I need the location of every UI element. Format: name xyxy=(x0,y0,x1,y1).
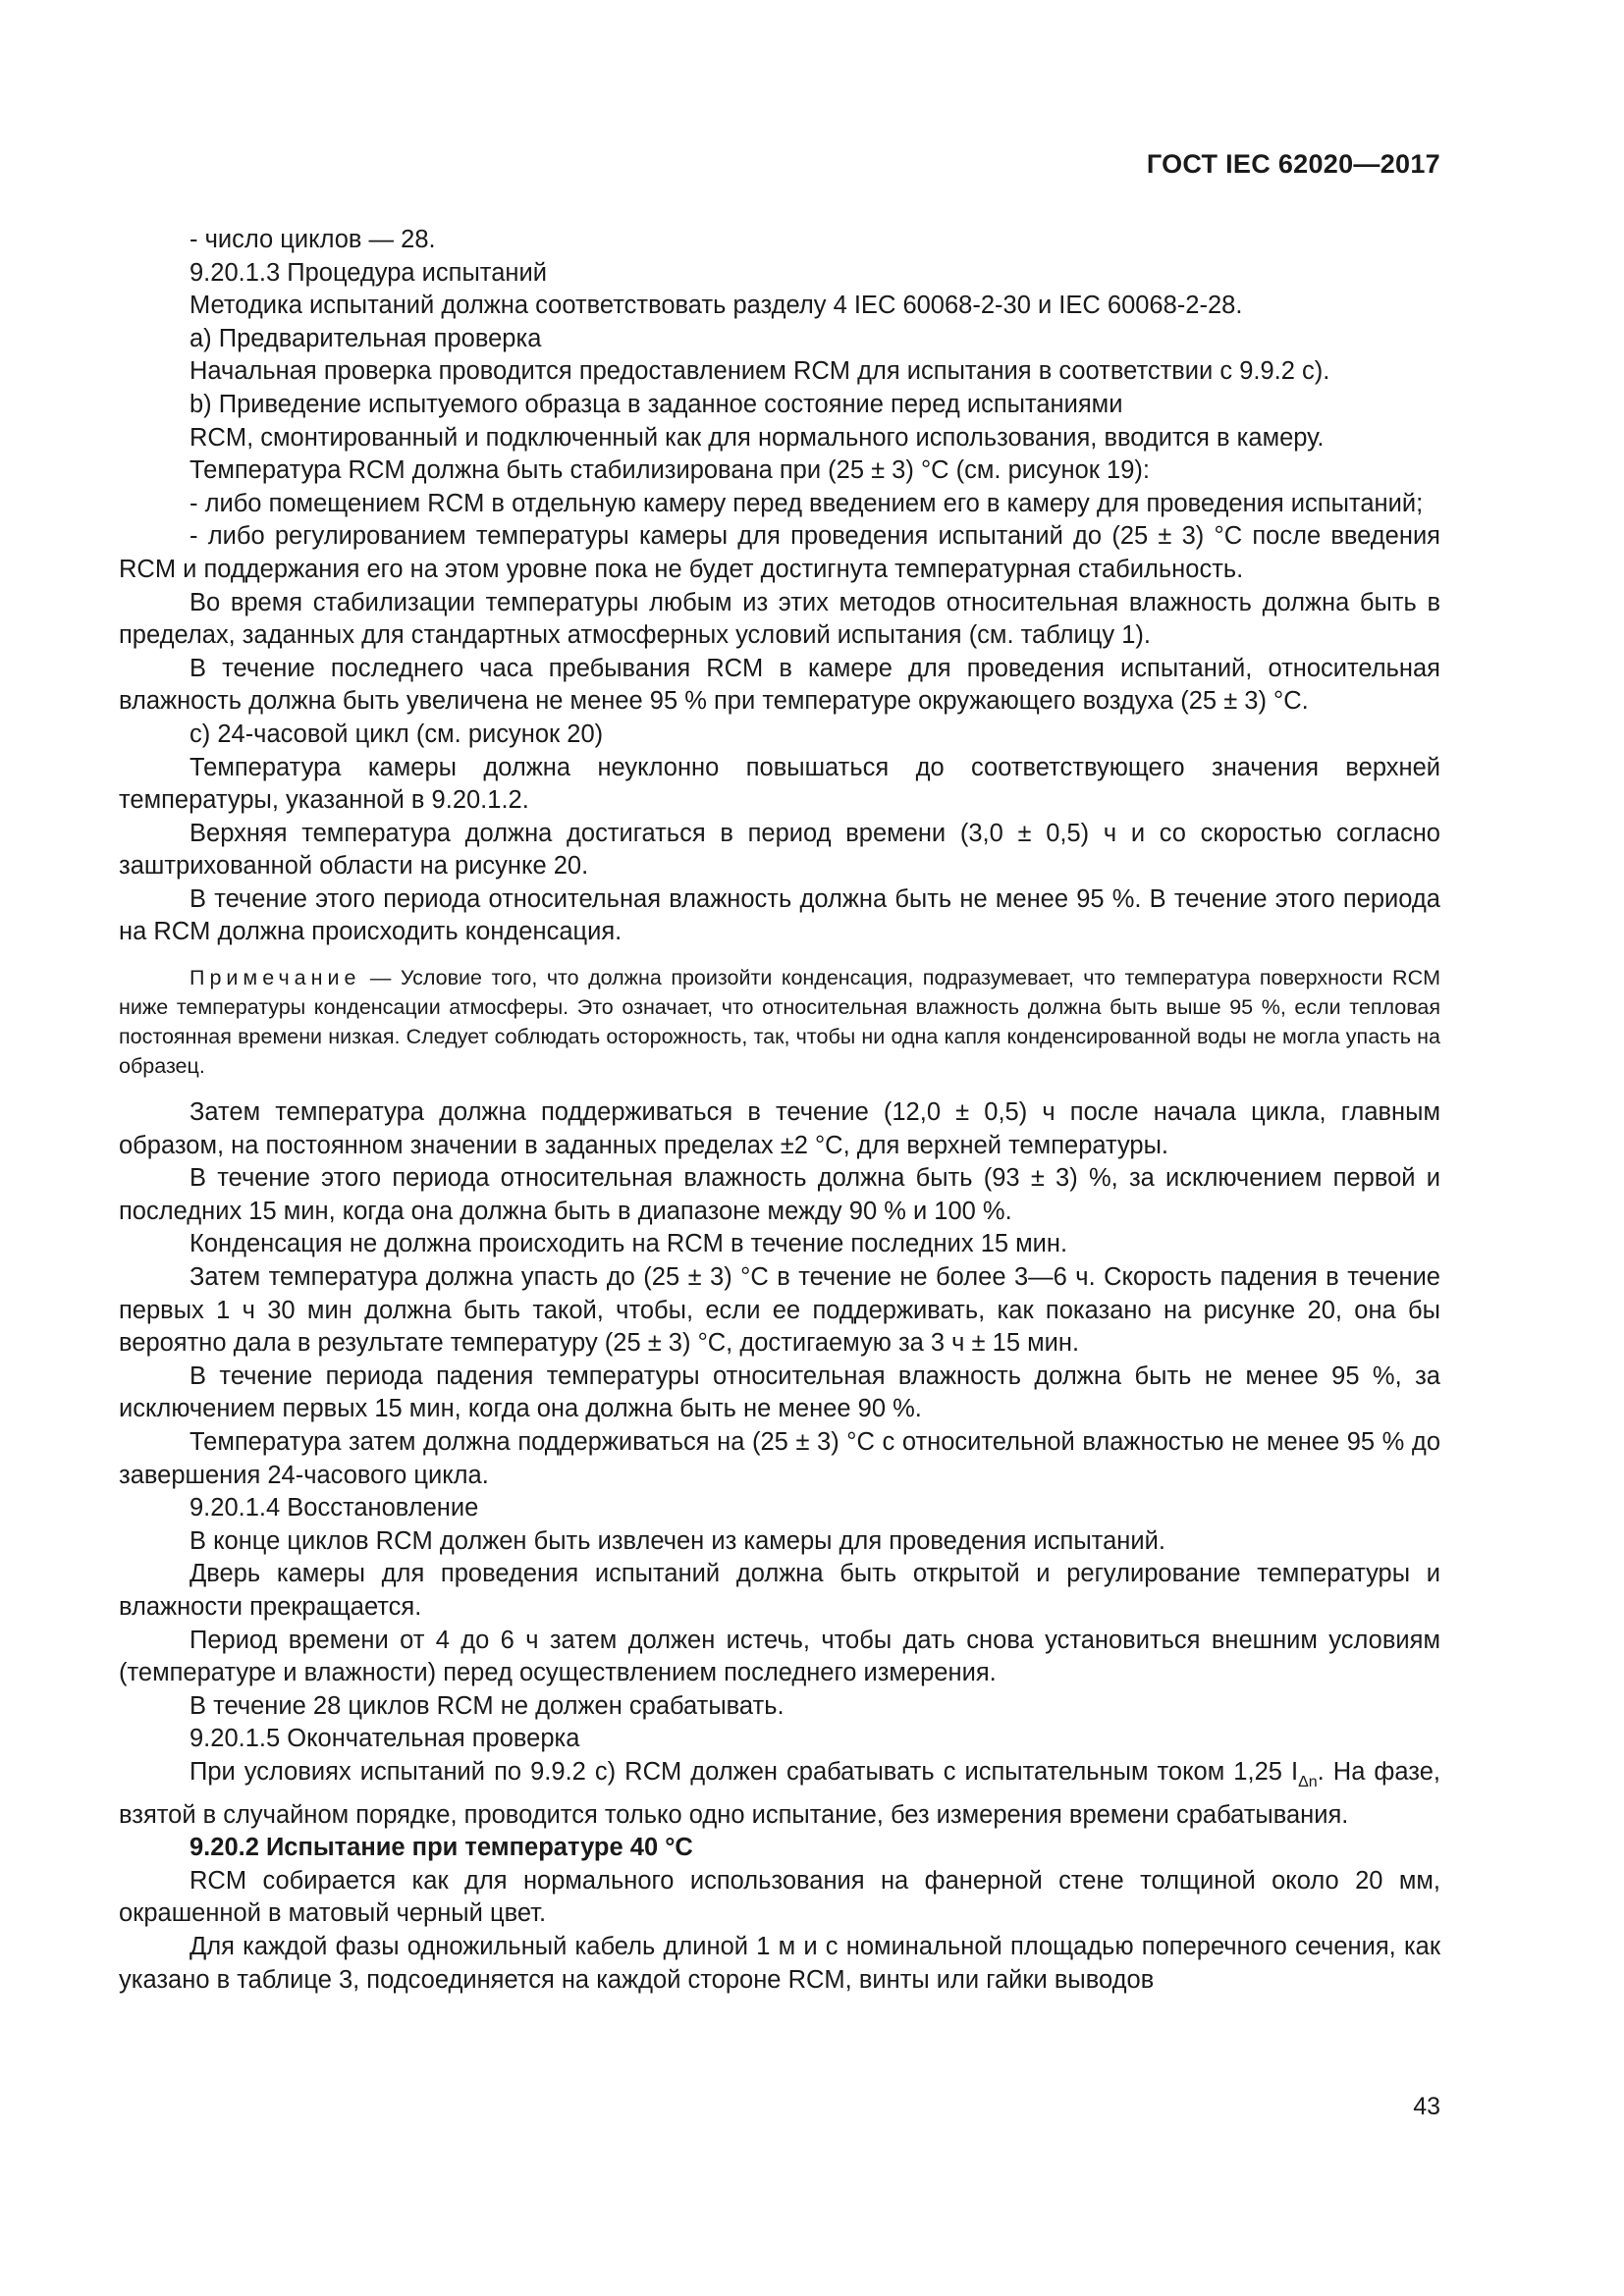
paragraph: В течение этого периода относительная влажность должна быть не менее 95 %. В течение этого периода на RCM должна происходить конденсация. xyxy=(119,884,1440,946)
paragraph: RCM, смонтированный и подключенный как для нормального использования, вводится в камеру. xyxy=(189,423,1325,452)
paragraph: В течение последнего часа пребывания RCM в камере для проведения испытаний, относительная влажность должна быть увеличена не менее 95 % при температуре окружающего воздуха (25 ± 3) °С. xyxy=(119,654,1440,716)
paragraph: В течение 28 циклов RCM не должен срабатывать. xyxy=(189,1691,785,1720)
paragraph: RCM собирается как для нормального использования на фанерной стене толщиной около 20 мм, окрашенной в матовый черный цвет. xyxy=(119,1866,1440,1928)
note-text: — Условие того, что должна произойти конденсация, подразумевает, что температура поверхности RCM ниже температуры конденсации атмосферы. Это означает, что относительная влажность должна быть выше 95 %, если тепловая постоянная времени низкая. Следует соблюдать осторожность, так, чтобы ни одна капля конденсированной воды не могла упасть на образец. xyxy=(119,966,1440,1079)
paragraph: Затем температура должна поддерживаться в течение (12,0 ± 0,5) ч после начала цикла, главным образом, на постоянном значении в заданных пределах ±2 °С, для верхней температуры. xyxy=(119,1098,1440,1159)
list-item: с) 24-часовой цикл (см. рисунок 20) xyxy=(189,720,604,748)
list-item: b) Приведение испытуемого образца в заданное состояние перед испытаниями xyxy=(189,390,1123,418)
paragraph: Дверь камеры для проведения испытаний должна быть открытой и регулирование температуры и влажности прекращается. xyxy=(119,1560,1440,1621)
page-number: 43 xyxy=(1413,2093,1440,2120)
subsection-heading: 9.20.1.5 Окончательная проверка xyxy=(189,1725,580,1753)
paragraph: Температура затем должна поддерживаться на (25 ± 3) °С с относительной влажностью не менее 95 % до завершения 24-часового цикла. xyxy=(119,1428,1440,1489)
section-title: 9.20.2 Испытание при температуре 40 °С xyxy=(189,1834,693,1862)
paragraph: Во время стабилизации температуры любым из этих методов относительная влажность должна быть в пределах, заданных для стандартных атмосферных условий испытания (см. таблицу 1). xyxy=(119,588,1440,650)
paragraph: - число циклов — 28. xyxy=(189,226,436,253)
paragraph: В течение этого периода относительная влажность должна быть (93 ± 3) %, за исключением первой и последних 15 мин, когда она должна быть в диапазоне между 90 % и 100 %. xyxy=(119,1164,1440,1225)
paragraph: Температура камеры должна неуклонно повышаться до соответствующего значения верхней температуры, указанной в 9.20.1.2. xyxy=(119,753,1440,815)
paragraph-final-check xyxy=(119,1756,1440,1832)
paragraph: Начальная проверка проводится предоставлением RCM для испытания в соответствии с 9.9.2 с). xyxy=(189,357,1330,386)
paragraph: Для каждой фазы одножильный кабель длиной 1 м и с номинальной площадью поперечного сечения, как указано в таблице 3, подсоединяется на каждой стороне RCM, винты или гайки выводов xyxy=(119,1932,1440,1994)
paragraph: Период времени от 4 до 6 ч затем должен истечь, чтобы дать снова установиться внешним условиям (температуре и влажности) перед осуществлением последнего измерения. xyxy=(119,1626,1440,1687)
list-item: а) Предварительная проверка xyxy=(189,324,542,352)
paragraph: - либо помещением RCM в отдельную камеру перед введением его в камеру для проведения испытаний; xyxy=(189,489,1424,517)
paragraph: Затем температура должна упасть до (25 ± 3) °С в течение не более 3—6 ч. Скорость падения в течение первых 1 ч 30 мин должна быть такой, чтобы, если ее поддерживать, как показано на рисунке 20, она бы вероятно дала в результате температуру (25 ± 3) °С, достигаемую за 3 ч ± 15 мин. xyxy=(119,1263,1440,1358)
paragraph: В конце циклов RCM должен быть извлечен из камеры для проведения испытаний. xyxy=(189,1526,1165,1555)
final-check-text: При условиях испытаний по 9.9.2 с) RCM должен срабатывать с испытательным током 1,25 I xyxy=(189,1757,1299,1786)
paragraph: Верхняя температура должна достигаться в период времени (3,0 ± 0,5) ч и со скоростью согласно заштрихованной области на рисунке 20. xyxy=(119,819,1440,881)
paragraph: - либо регулированием температуры камеры для проведения испытаний до (25 ± 3) °С после введения RCM и поддержания его на этом уровне пока не будет достигнута температурная стабильность. xyxy=(119,522,1440,583)
note-label: Примечание xyxy=(189,966,361,990)
subsection-heading: 9.20.1.3 Процедура испытаний xyxy=(189,258,547,287)
subscript: Δn xyxy=(1298,1773,1318,1790)
document-header: ГОСТ IEC 62020—2017 xyxy=(1146,149,1440,179)
paragraph: Методика испытаний должна соответствовать разделу 4 IEC 60068-2-30 и IEC 60068-2-28. xyxy=(189,292,1243,320)
note xyxy=(119,963,1440,1081)
paragraph: Конденсация не должна происходить на RCM в течение последних 15 мин. xyxy=(189,1230,1068,1258)
subsection-heading: 9.20.1.4 Восстановление xyxy=(189,1494,479,1522)
final-check-text-after: . На фазе, взятой в случайном порядке, проводится только одно испытание, без измерения времени срабатывания. xyxy=(119,1757,1440,1829)
paragraph: Температура RCM должна быть стабилизирована при (25 ± 3) °С (см. рисунок 19): xyxy=(189,456,1150,485)
paragraph: В течение периода падения температуры относительная влажность должна быть не менее 95 %, за исключением первых 15 мин, когда она должна быть не менее 90 %. xyxy=(119,1362,1440,1423)
document-body xyxy=(119,224,1440,1997)
